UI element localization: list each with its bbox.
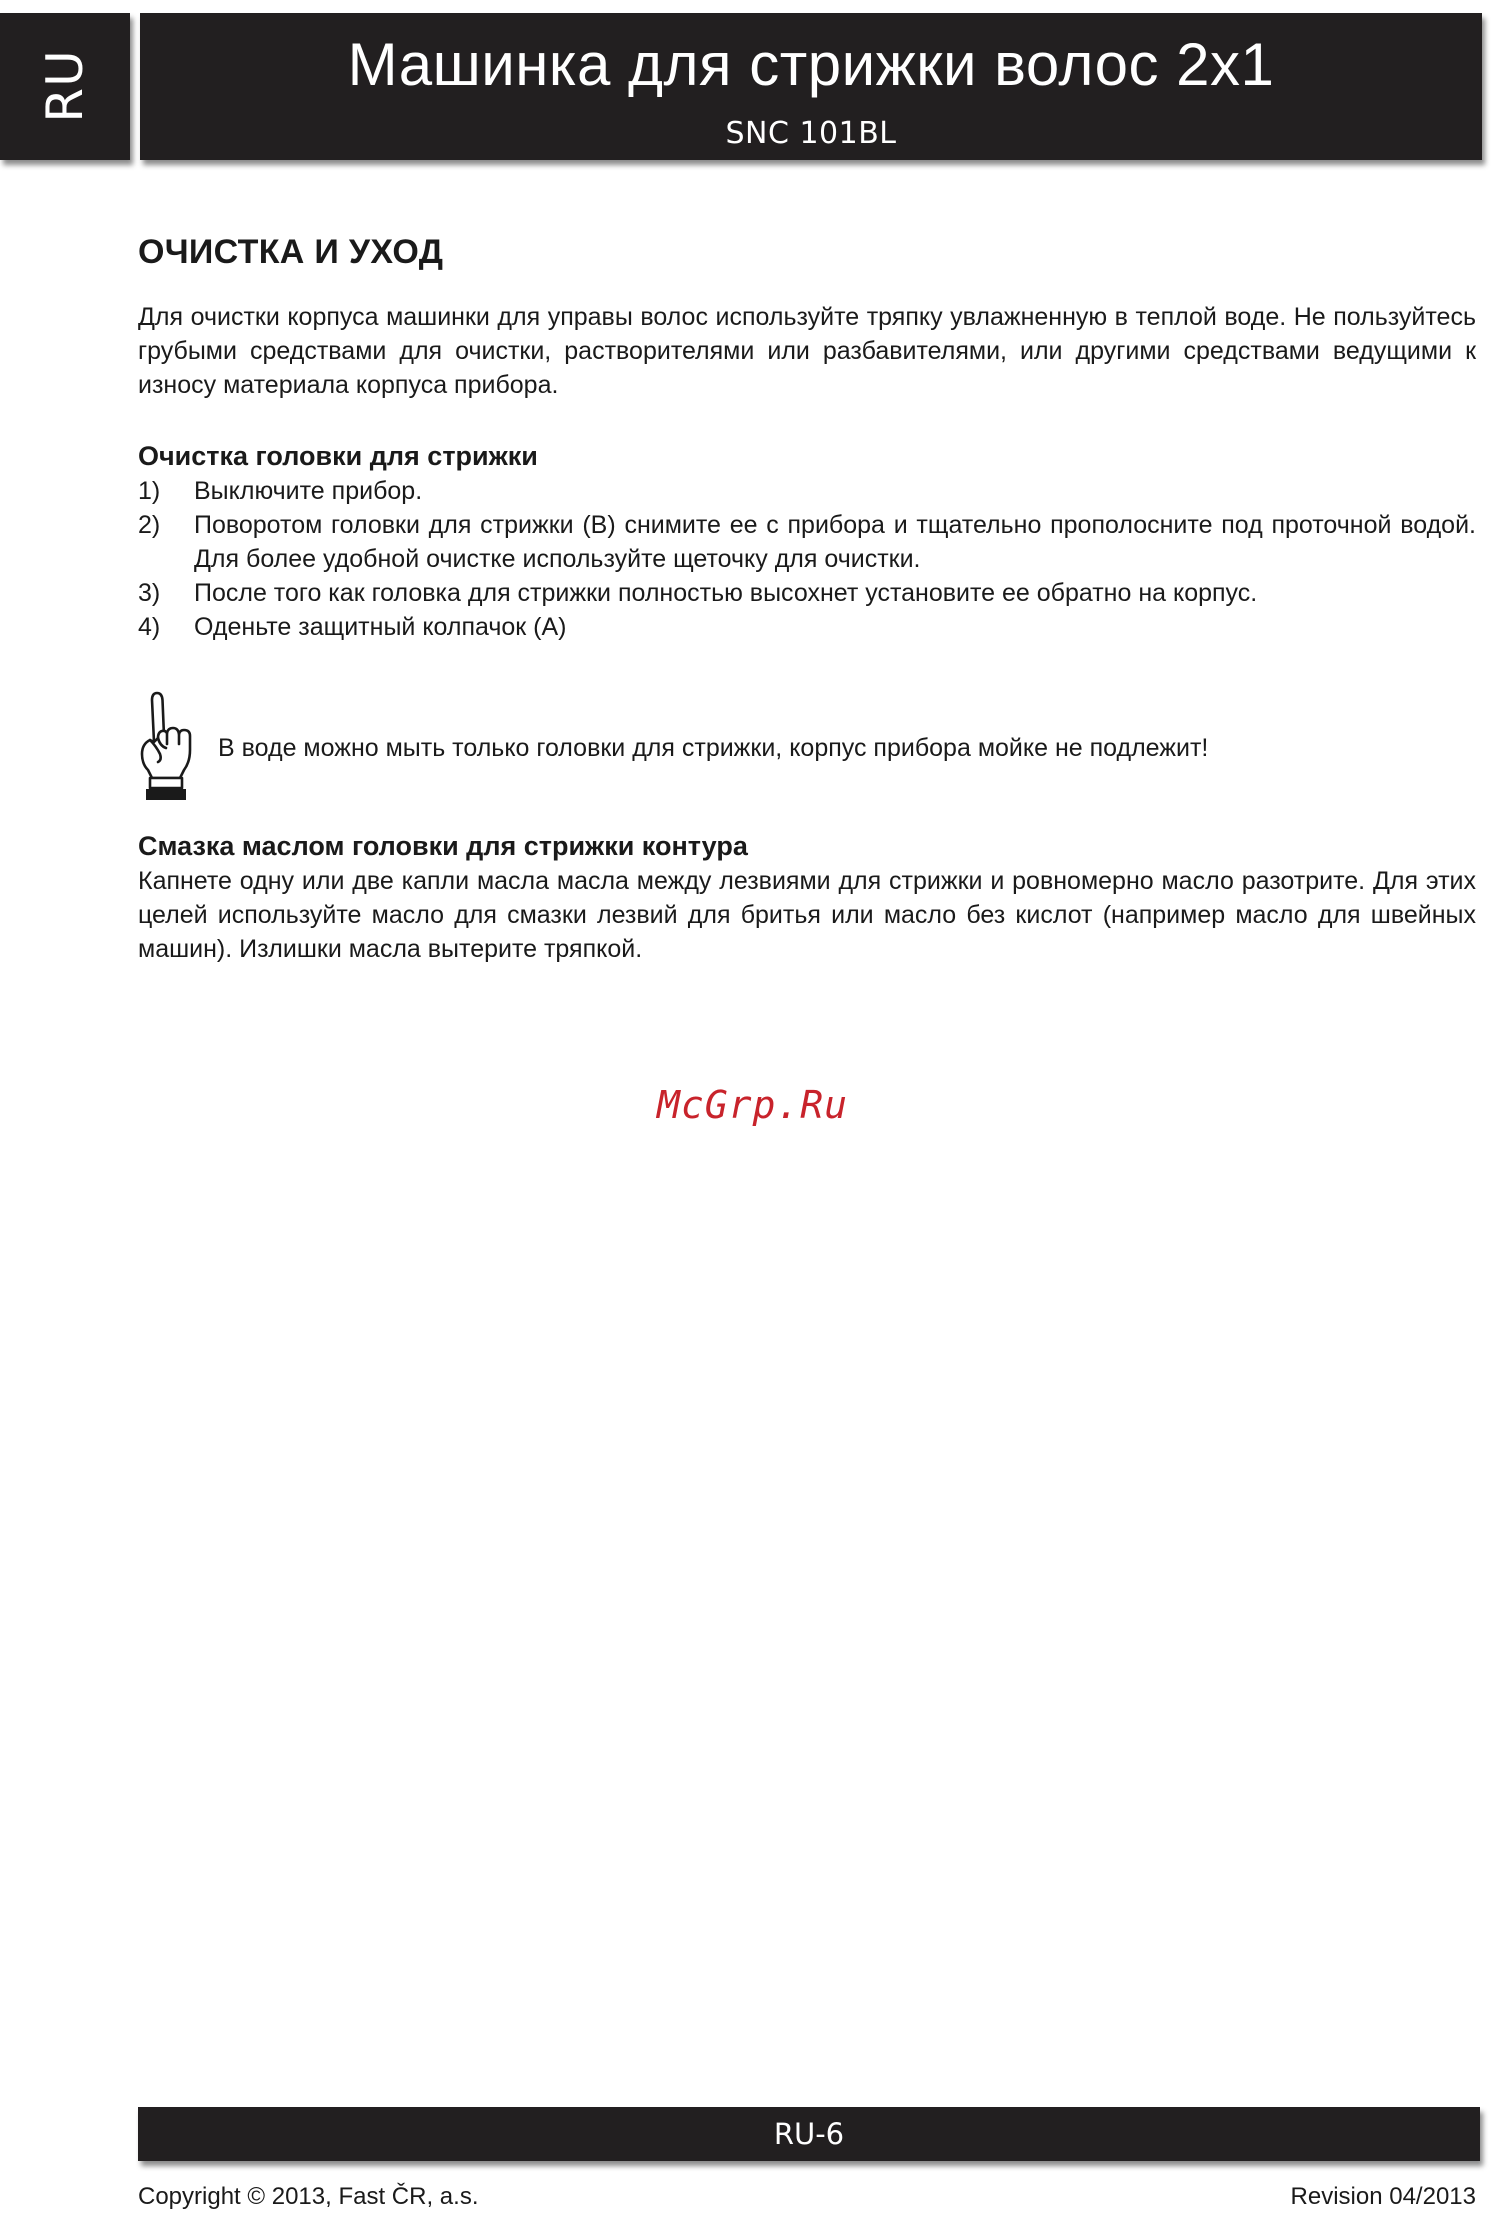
list-item (138, 474, 1476, 508)
oiling-heading: Смазка маслом головки для стрижки контура (138, 831, 748, 861)
page-content (138, 232, 1476, 966)
list-item (138, 576, 1476, 610)
watermark-link[interactable]: McGrp.Ru (656, 1083, 849, 1127)
header-bar (140, 13, 1482, 160)
list-item (138, 610, 1476, 644)
head-cleaning-heading: Очистка головки для стрижки (138, 441, 538, 471)
step-text: Оденьте защитный колпачок (A) (194, 613, 567, 641)
step-number: 1) (138, 477, 161, 505)
step-number: 4) (138, 613, 161, 641)
note-text: В воде можно мыть только головки для стрижки, корпус прибора мойке не подлежит! (218, 734, 1209, 762)
pointing-hand-icon (136, 690, 196, 802)
document-title: Машинка для стрижки волос 2x1 (347, 31, 1275, 98)
step-number: 2) (138, 511, 161, 539)
language-tab (0, 13, 130, 160)
step-text: Выключите прибор. (194, 477, 423, 505)
oiling-paragraph: Капнете одну или две капли масла масла между лезвиями для стрижки и ровномерно масло разотрите. Для этих целей используйте масло для смазки лезвий для бритья или масло без кислот (например масло для швейных машин). Излишки масла вытерите тряпкой. (138, 867, 1476, 963)
page-number: RU-6 (773, 2117, 845, 2151)
cleaning-steps-list (138, 474, 1476, 644)
language-label: RU (36, 49, 94, 123)
intro-paragraph: Для очистки корпуса машинки для управы волос используйте тряпку увлажненную в теплой воде. Не пользуйтесь грубыми средствами для очистки, растворителями или разбавителями, или другими средствами ведущими к износу материала корпуса прибора. (138, 303, 1476, 399)
model-number: SNC 101BL (725, 116, 897, 151)
warning-note (138, 690, 1476, 802)
section-heading: ОЧИСТКА И УХОД (138, 233, 444, 271)
footer-bar (138, 2107, 1480, 2161)
copyright-text: Copyright © 2013, Fast ČR, a.s. (138, 2183, 479, 2210)
list-item (138, 508, 1476, 576)
step-text: Поворотом головки для стрижки (B) снимите ее с прибора и тщательно прополосните под проточной водой. Для более удобной очистке используйте щеточку для очистки. (194, 511, 1476, 573)
step-number: 3) (138, 579, 161, 607)
revision-text: Revision 04/2013 (1290, 2183, 1476, 2210)
step-text: После того как головка для стрижки полностью высохнет установите ее обратно на корпус. (194, 579, 1258, 607)
